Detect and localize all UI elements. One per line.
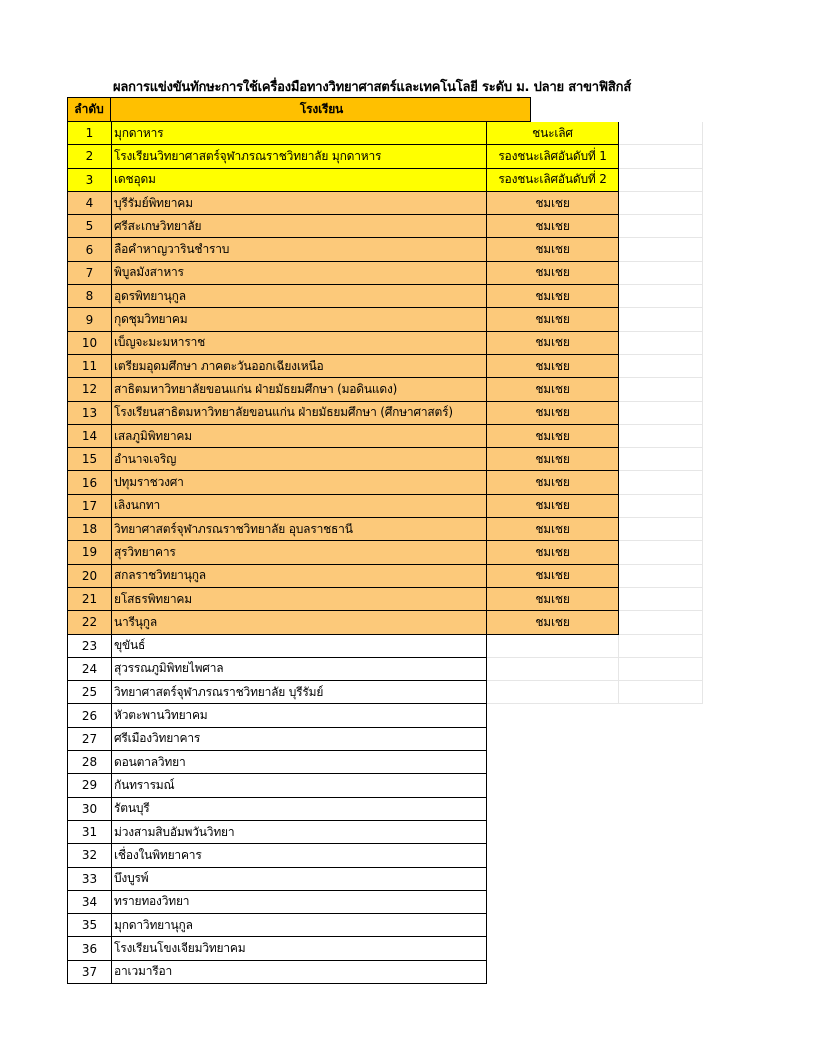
row-order-number: 19 <box>67 541 111 564</box>
table-row <box>67 844 703 867</box>
row-school-name: ลือคำหาญวารินชำราบ <box>111 238 487 261</box>
row-school-name: เบ็ญจะมะมหาราช <box>111 332 487 355</box>
table-row <box>67 611 703 634</box>
row-school-name: อาเวมารีอา <box>111 961 487 984</box>
table-row <box>67 774 703 797</box>
row-award <box>487 681 619 704</box>
table-row <box>67 332 703 355</box>
table-header <box>67 97 703 122</box>
row-award: ชมเชย <box>487 262 619 285</box>
row-empty-cell <box>619 332 703 355</box>
row-school-name: สกลราชวิทยานุกูล <box>111 565 487 588</box>
row-empty-cell <box>619 635 703 658</box>
row-order-number: 34 <box>67 891 111 914</box>
row-empty-cell <box>619 238 703 261</box>
row-order-number: 36 <box>67 937 111 960</box>
table-row <box>67 215 703 238</box>
row-order-number: 17 <box>67 495 111 518</box>
row-empty-cell <box>619 704 703 727</box>
table-row <box>67 635 703 658</box>
row-school-name: อำนาจเจริญ <box>111 448 487 471</box>
table-row <box>67 169 703 192</box>
row-empty-cell <box>619 518 703 541</box>
table-row <box>67 285 703 308</box>
row-empty-cell <box>619 448 703 471</box>
row-school-name: โรงเรียนวิทยาศาสตร์จุฬาภรณราชวิทยาลัย มุกดาหาร <box>111 145 487 168</box>
row-school-name: มุกดาวิทยานุกูล <box>111 914 487 937</box>
row-school-name: ดอนตาลวิทยา <box>111 751 487 774</box>
row-empty-cell <box>619 937 703 960</box>
row-school-name: วิทยาศาสตร์จุฬาภรณราชวิทยาลัย บุรีรัมย์ <box>111 681 487 704</box>
row-empty-cell <box>619 961 703 984</box>
row-order-number: 8 <box>67 285 111 308</box>
row-order-number: 16 <box>67 471 111 494</box>
table-row <box>67 728 703 751</box>
table-row <box>67 402 703 425</box>
row-school-name: ขุขันธ์ <box>111 635 487 658</box>
row-empty-cell <box>619 471 703 494</box>
row-empty-cell <box>619 844 703 867</box>
table-row <box>67 471 703 494</box>
table-row <box>67 961 703 984</box>
row-empty-cell <box>619 355 703 378</box>
table-row <box>67 914 703 937</box>
row-award: ชมเชย <box>487 332 619 355</box>
row-order-number: 28 <box>67 751 111 774</box>
row-order-number: 13 <box>67 402 111 425</box>
row-order-number: 27 <box>67 728 111 751</box>
row-school-name: รัตนบุรี <box>111 798 487 821</box>
row-award: ชมเชย <box>487 308 619 331</box>
row-order-number: 1 <box>67 122 111 145</box>
table-row <box>67 495 703 518</box>
row-school-name: ปทุมราชวงศา <box>111 471 487 494</box>
row-school-name: เดชอุดม <box>111 169 487 192</box>
row-award: ชมเชย <box>487 402 619 425</box>
row-award: รองชนะเลิศอันดับที่ 2 <box>487 169 619 192</box>
table-row <box>67 565 703 588</box>
row-empty-cell <box>619 821 703 844</box>
row-empty-cell <box>619 192 703 215</box>
row-empty-cell <box>619 728 703 751</box>
row-school-name: ทรายทองวิทยา <box>111 891 487 914</box>
row-award: ชมเชย <box>487 518 619 541</box>
row-award <box>487 937 619 960</box>
row-empty-cell <box>619 611 703 634</box>
table-row <box>67 518 703 541</box>
row-school-name: เตรียมอุดมศึกษา ภาคตะวันออกเฉียงเหนือ <box>111 355 487 378</box>
row-award: ชมเชย <box>487 541 619 564</box>
row-order-number: 10 <box>67 332 111 355</box>
row-empty-cell <box>619 914 703 937</box>
row-school-name: บุรีรัมย์พิทยาคม <box>111 192 487 215</box>
row-order-number: 5 <box>67 215 111 238</box>
row-school-name: ศรีเมืองวิทยาคาร <box>111 728 487 751</box>
row-order-number: 31 <box>67 821 111 844</box>
row-school-name: หัวตะพานวิทยาคม <box>111 704 487 727</box>
row-order-number: 32 <box>67 844 111 867</box>
row-order-number: 3 <box>67 169 111 192</box>
row-order-number: 33 <box>67 868 111 891</box>
row-empty-cell <box>619 425 703 448</box>
row-empty-cell <box>619 891 703 914</box>
row-empty-cell <box>619 565 703 588</box>
table-row <box>67 658 703 681</box>
row-school-name: สุรวิทยาคาร <box>111 541 487 564</box>
table-row <box>67 378 703 401</box>
row-order-number: 2 <box>67 145 111 168</box>
row-award: ชมเชย <box>487 565 619 588</box>
row-school-name: กันทรารมณ์ <box>111 774 487 797</box>
row-empty-cell <box>619 145 703 168</box>
row-order-number: 7 <box>67 262 111 285</box>
row-empty-cell <box>619 681 703 704</box>
table-row <box>67 681 703 704</box>
row-school-name: เลิงนกทา <box>111 495 487 518</box>
table-row <box>67 238 703 261</box>
table-row <box>67 425 703 448</box>
header-order: ลำดับ <box>67 97 111 122</box>
row-order-number: 15 <box>67 448 111 471</box>
row-award <box>487 868 619 891</box>
row-award: ชมเชย <box>487 611 619 634</box>
row-order-number: 4 <box>67 192 111 215</box>
row-school-name: ม่วงสามสิบอัมพวันวิทยา <box>111 821 487 844</box>
row-school-name: บึงบูรพ์ <box>111 868 487 891</box>
row-empty-cell <box>619 169 703 192</box>
row-award: ชมเชย <box>487 495 619 518</box>
table-row <box>67 891 703 914</box>
row-order-number: 6 <box>67 238 111 261</box>
row-award: ชมเชย <box>487 285 619 308</box>
page-title: ผลการแข่งขันทักษะการใช้เครื่องมือทางวิทยาศาสตร์และเทคโนโลยี ระดับ ม. ปลาย สาขาฟิสิกส์ <box>113 80 632 95</box>
row-empty-cell <box>619 285 703 308</box>
row-empty-cell <box>619 262 703 285</box>
row-empty-cell <box>619 868 703 891</box>
row-order-number: 11 <box>67 355 111 378</box>
row-school-name: กุดชุมวิทยาคม <box>111 308 487 331</box>
row-award: ชมเชย <box>487 448 619 471</box>
row-empty-cell <box>619 122 703 145</box>
row-award: ชมเชย <box>487 238 619 261</box>
row-empty-cell <box>619 588 703 611</box>
row-school-name: เสลภูมิพิทยาคม <box>111 425 487 448</box>
row-order-number: 26 <box>67 704 111 727</box>
row-order-number: 20 <box>67 565 111 588</box>
row-award <box>487 961 619 984</box>
table-row <box>67 821 703 844</box>
row-empty-cell <box>619 308 703 331</box>
row-award <box>487 891 619 914</box>
row-school-name: ยโสธรพิทยาคม <box>111 588 487 611</box>
row-order-number: 23 <box>67 635 111 658</box>
row-school-name: โรงเรียนสาธิตมหาวิทยาลัยขอนแก่น ฝ่ายมัธยมศึกษา (ศึกษาศาสตร์) <box>111 402 487 425</box>
row-school-name: สุวรรณภูมิพิทยไพศาล <box>111 658 487 681</box>
row-award: ชมเชย <box>487 215 619 238</box>
row-school-name: พิบูลมังสาหาร <box>111 262 487 285</box>
table-body <box>67 122 703 984</box>
row-order-number: 22 <box>67 611 111 634</box>
row-empty-cell <box>619 541 703 564</box>
row-award: ชมเชย <box>487 378 619 401</box>
table-row <box>67 308 703 331</box>
row-order-number: 18 <box>67 518 111 541</box>
row-award: ชมเชย <box>487 588 619 611</box>
row-award: ชมเชย <box>487 355 619 378</box>
row-empty-cell <box>619 658 703 681</box>
row-empty-cell <box>619 495 703 518</box>
row-award: ชมเชย <box>487 425 619 448</box>
row-school-name: โรงเรียนโขงเจียมวิทยาคม <box>111 937 487 960</box>
table-row <box>67 541 703 564</box>
table-row <box>67 751 703 774</box>
row-empty-cell <box>619 402 703 425</box>
row-award <box>487 751 619 774</box>
row-empty-cell <box>619 378 703 401</box>
table-row <box>67 868 703 891</box>
table-row <box>67 262 703 285</box>
row-empty-cell <box>619 215 703 238</box>
row-order-number: 12 <box>67 378 111 401</box>
row-order-number: 14 <box>67 425 111 448</box>
table-row <box>67 798 703 821</box>
table-row <box>67 122 703 145</box>
row-order-number: 9 <box>67 308 111 331</box>
row-order-number: 29 <box>67 774 111 797</box>
row-empty-cell <box>619 774 703 797</box>
row-school-name: นารีนุกูล <box>111 611 487 634</box>
row-school-name: สาธิตมหาวิทยาลัยขอนแก่น ฝ่ายมัธยมศึกษา (มอดินแดง) <box>111 378 487 401</box>
row-school-name: เชื่องในพิทยาคาร <box>111 844 487 867</box>
row-school-name: อุดรพิทยานุกูล <box>111 285 487 308</box>
row-award <box>487 658 619 681</box>
row-empty-cell <box>619 798 703 821</box>
row-order-number: 35 <box>67 914 111 937</box>
table-row <box>67 937 703 960</box>
row-school-name: มุกดาหาร <box>111 122 487 145</box>
table-row <box>67 448 703 471</box>
table-row <box>67 145 703 168</box>
table-row <box>67 355 703 378</box>
row-award <box>487 704 619 727</box>
row-school-name: วิทยาศาสตร์จุฬาภรณราชวิทยาลัย อุบลราชธานี <box>111 518 487 541</box>
row-empty-cell <box>619 751 703 774</box>
table-row <box>67 588 703 611</box>
row-order-number: 37 <box>67 961 111 984</box>
row-order-number: 21 <box>67 588 111 611</box>
row-award: ชมเชย <box>487 471 619 494</box>
row-award: รองชนะเลิศอันดับที่ 1 <box>487 145 619 168</box>
row-order-number: 25 <box>67 681 111 704</box>
row-award <box>487 798 619 821</box>
row-order-number: 24 <box>67 658 111 681</box>
table-row <box>67 704 703 727</box>
results-table <box>67 97 703 984</box>
row-award <box>487 844 619 867</box>
row-award <box>487 728 619 751</box>
row-school-name: ศรีสะเกษวิทยาลัย <box>111 215 487 238</box>
row-award: ชมเชย <box>487 192 619 215</box>
header-school: โรงเรียน <box>111 97 531 122</box>
row-award <box>487 914 619 937</box>
row-award: ชนะเลิศ <box>487 122 619 145</box>
table-row <box>67 192 703 215</box>
row-award <box>487 774 619 797</box>
row-award <box>487 635 619 658</box>
row-order-number: 30 <box>67 798 111 821</box>
row-award <box>487 821 619 844</box>
